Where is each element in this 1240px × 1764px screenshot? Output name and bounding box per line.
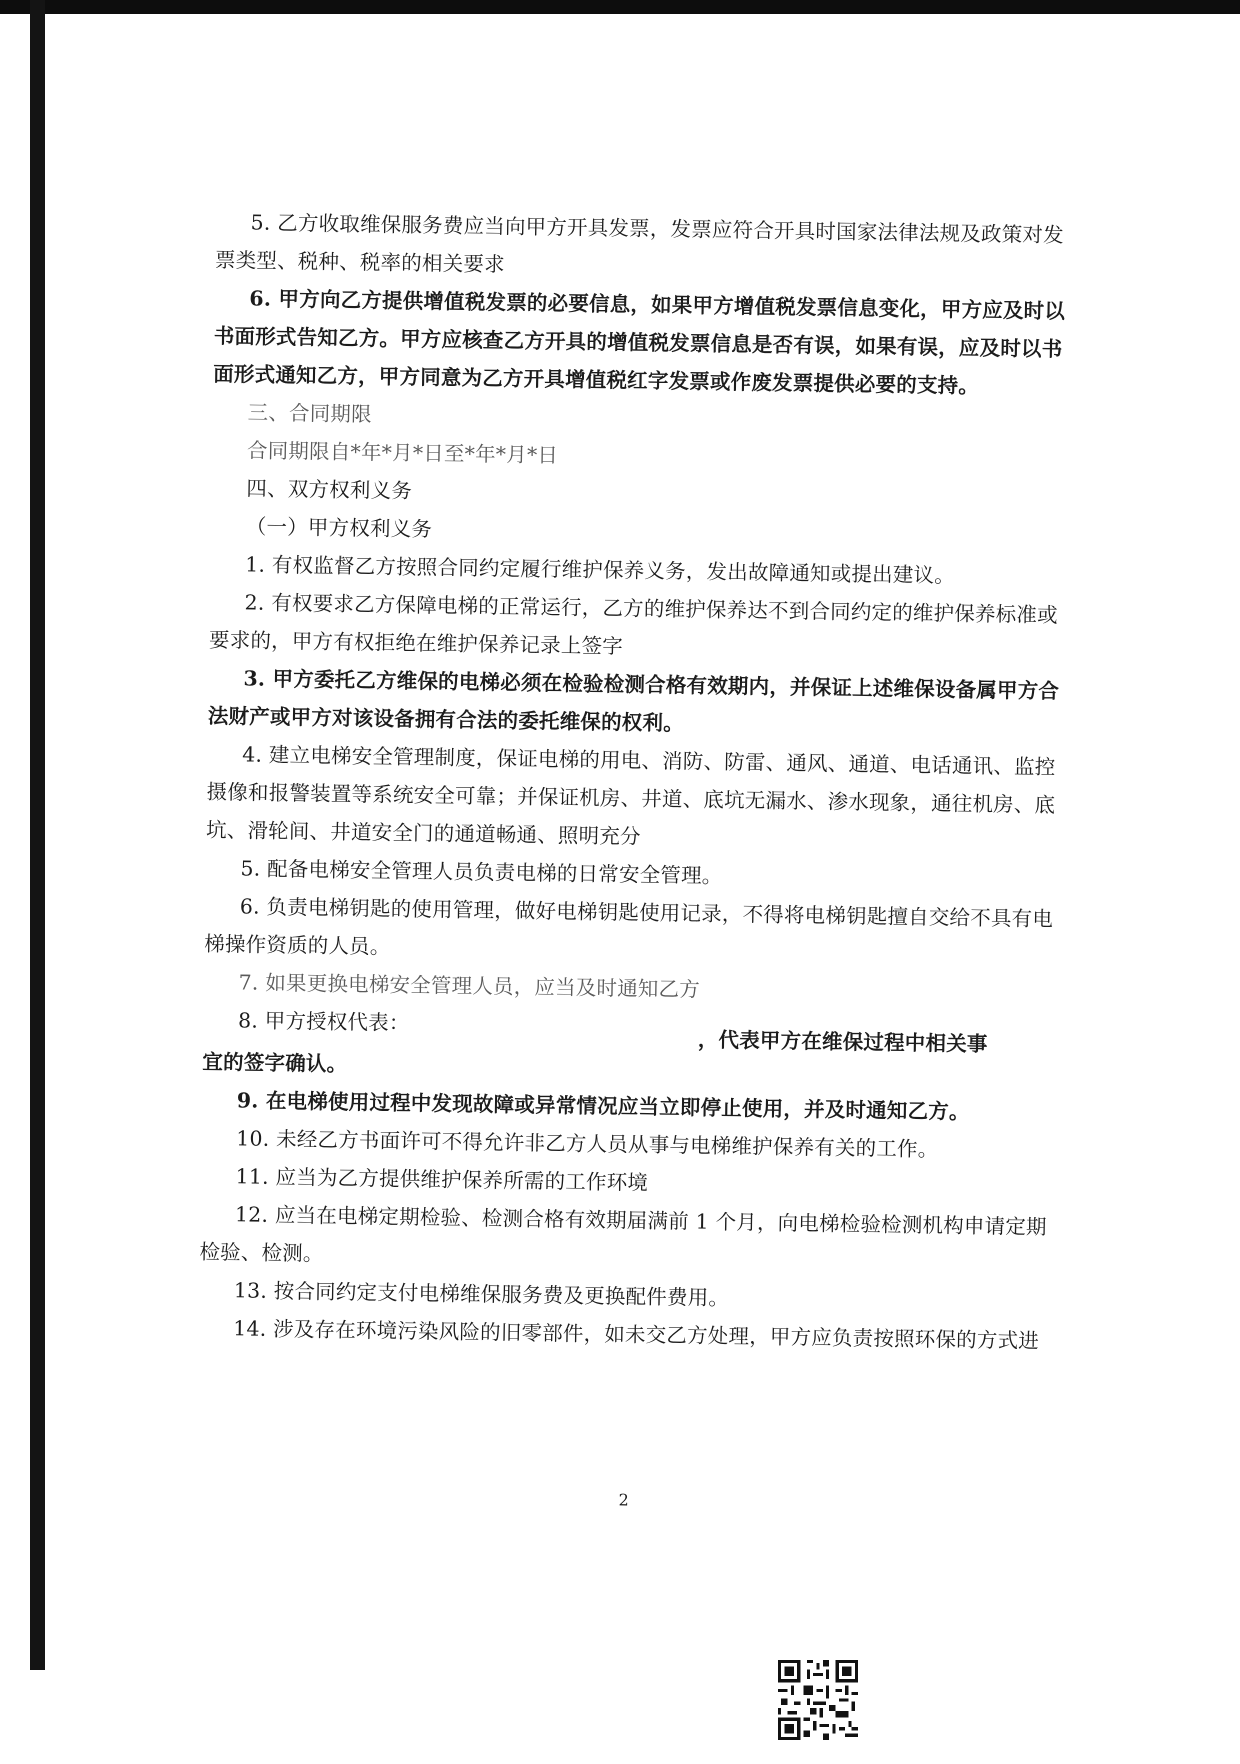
clause-b13-line-1: 13. 按合同约定支付电梯维保服务费及更换配件费用。	[233, 1278, 730, 1311]
clause-a5-line-2: 票类型、税种、税率的相关要求	[214, 247, 505, 277]
clause-b7-line-1: 7. 如果更换电梯安全管理人员，应当及时通知乙方	[238, 970, 701, 1002]
clause-b12-line-2: 检验、检测。	[199, 1239, 324, 1266]
clause-b1-line-1: 1. 有权监督乙方按照合同约定履行维护保养义务，发出故障通知或提出建议。	[245, 552, 956, 588]
clause-b8-line-1: 8. 甲方授权代表：	[237, 1008, 410, 1036]
clause-b2-line-1: 2. 有权要求乙方保障电梯的正常运行，乙方的维护保养达不到合同约定的维护保养标准或	[244, 590, 1059, 628]
clause-b6-line-1: 6. 负责电梯钥匙的使用管理，做好电梯钥匙使用记录，不得将电梯钥匙擅自交给不具有电	[239, 894, 1054, 932]
clause-a6-line-1: 6. 甲方向乙方提供增值税发票的必要信息，如果甲方增值税发票信息变化，甲方应及时以	[249, 286, 1066, 324]
section-4-heading: 四、双方权利义务	[246, 476, 413, 503]
subsection-1-heading: （一）甲方权利义务	[245, 514, 433, 542]
section-3-heading: 三、合同期限	[247, 400, 372, 427]
clause-b14-line-1: 14. 涉及存在环境污染风险的旧零部件，如未交乙方处理，甲方应负责按照环保的方式进	[233, 1316, 1040, 1353]
clause-b10-line-1: 10. 未经乙方书面许可不得允许非乙方人员从事与电梯维护保养有关的工作。	[236, 1126, 939, 1162]
qr-code-icon	[778, 1660, 858, 1740]
clause-b4-line-2: 摄像和报警装置等系统安全可靠；并保证机房、井道、底坑无漏水、渗水现象，通往机房、底	[206, 779, 1056, 818]
clause-b6-line-2: 梯操作资质的人员。	[204, 931, 391, 959]
clause-b3-line-1: 3. 甲方委托乙方维保的电梯必须在检验检测合格有效期内，并保证上述维保设备属甲方合	[243, 666, 1060, 704]
clause-b2-line-2: 要求的，甲方有权拒绝在维护保养记录上签字	[208, 627, 624, 659]
clause-a5-line-1: 5. 乙方收取维保服务费应当向甲方开具发票，发票应符合开具时国家法律法规及政策对发	[250, 210, 1064, 248]
clause-b11-line-1: 11. 应当为乙方提供维护保养所需的工作环境	[235, 1164, 649, 1195]
clause-a6-line-3: 面形式通知乙方，甲方同意为乙方开具增值税红字发票或作废发票提供必要的支持。	[213, 361, 980, 398]
clause-b4-line-3: 坑、滑轮间、井道安全门的通道畅通、照明充分	[205, 817, 641, 849]
clause-b12-line-1: 12. 应当在电梯定期检验、检测合格有效期届满前 1 个月，向电梯检验检测机构申请定期	[234, 1202, 1047, 1240]
page-number: 2	[618, 1490, 629, 1510]
clause-a6-line-2: 书面形式告知乙方。甲方应核查乙方开具的增值税发票信息是否有误，如果有误，应及时以书	[213, 323, 1063, 362]
clause-b8-line-1-tail: ，代表甲方在维保过程中相关事	[697, 1027, 988, 1057]
clause-b8-line-2: 宜的签字确认。	[202, 1049, 348, 1077]
clause-b9-line-1: 9. 在电梯使用过程中发现故障或异常情况应当立即停止使用，并及时通知乙方。	[236, 1088, 970, 1124]
clause-b3-line-2: 法财产或甲方对该设备拥有合法的委托维保的权利。	[207, 703, 685, 736]
contract-term-text: 合同期限自*年*月*日至*年*月*日	[246, 438, 559, 468]
clause-b5-line-1: 5. 配备电梯安全管理人员负责电梯的日常安全管理。	[240, 856, 723, 888]
clause-b4-line-1: 4. 建立电梯安全管理制度，保证电梯的用电、消防、防雷、通风、通道、电话通讯、监控	[242, 742, 1056, 780]
